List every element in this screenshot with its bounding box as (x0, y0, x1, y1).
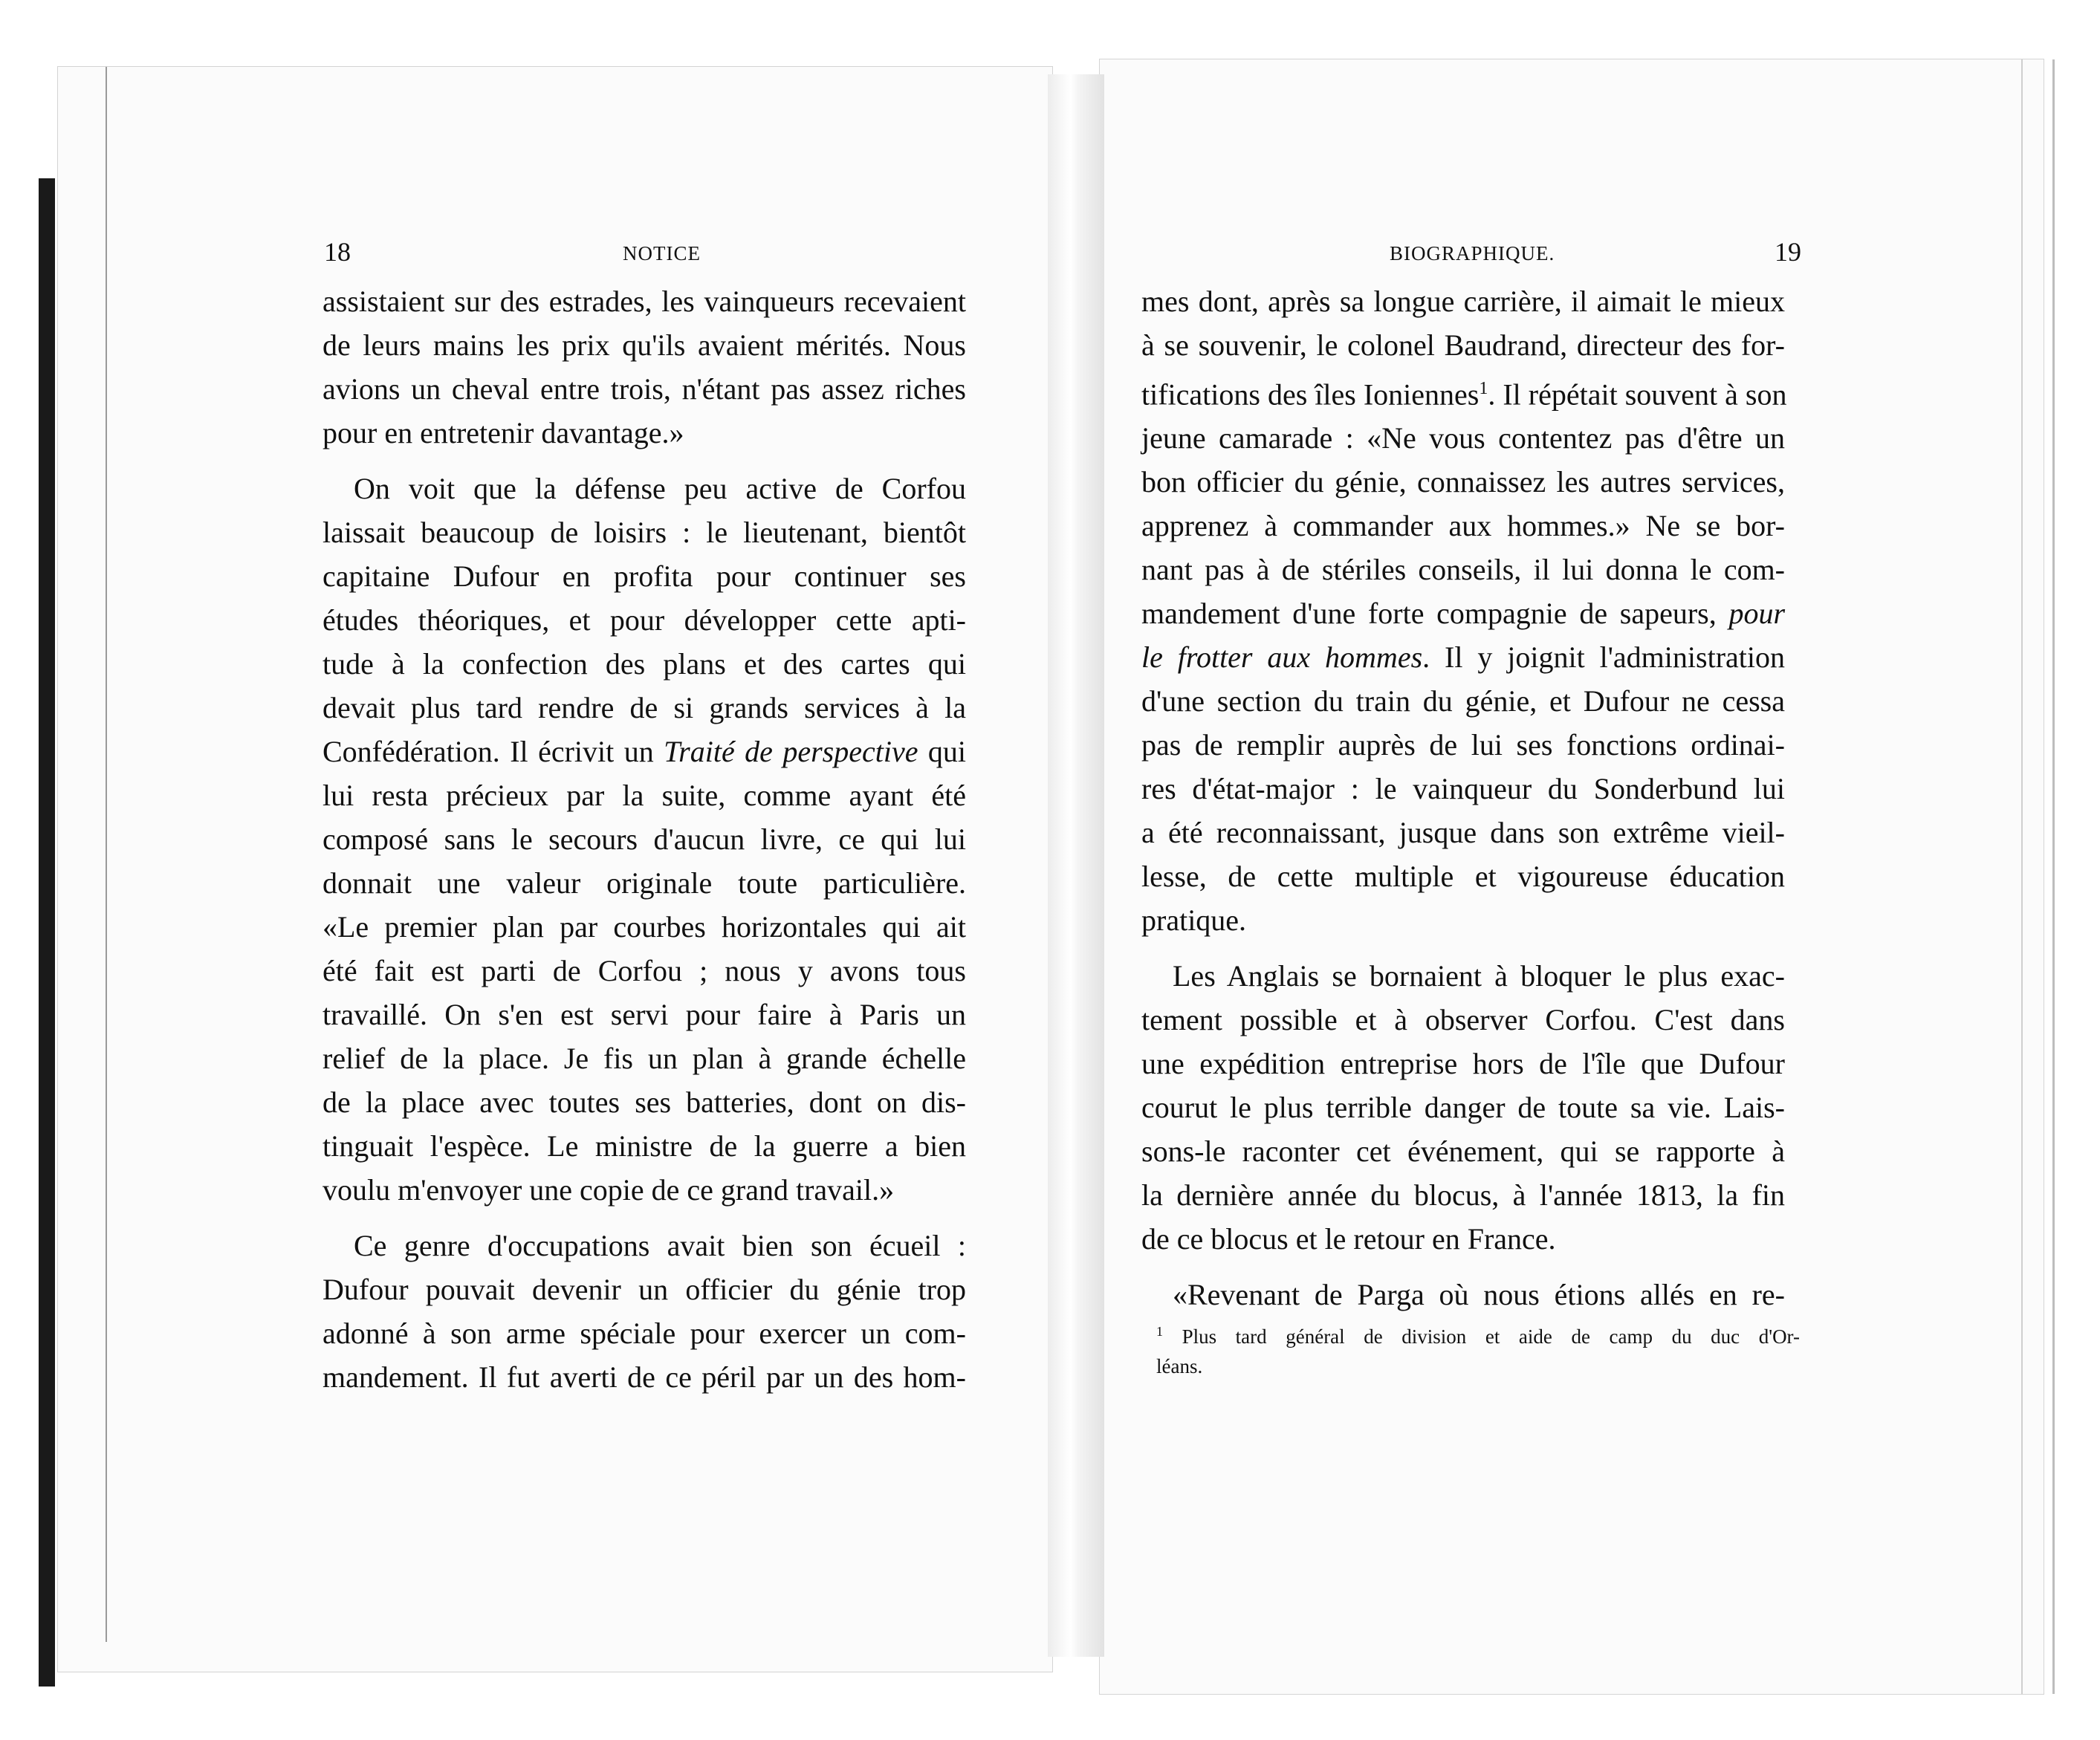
page-stack-edge (2021, 59, 2055, 1694)
right-text-column (1141, 279, 1785, 1317)
right-page-number: 19 (1775, 237, 1801, 267)
text-line: tinguait l'espèce. Le ministre de la guerre a bien (323, 1129, 966, 1163)
text-line: courut le plus terrible danger de toute sa vie. Lais- (1141, 1091, 1785, 1125)
text-line: relief de la place. Je fis un plan à grande échelle (323, 1042, 966, 1075)
italic-title: Traité de perspective (664, 735, 918, 768)
text-line: sons-le raconter cet événement, qui se rapporte à (1141, 1134, 1785, 1169)
footnote-line: léans. (1156, 1355, 1203, 1377)
right-running-head: BIOGRAPHIQUE. (1390, 242, 1555, 264)
text-line: lesse, de cette multiple et vigoureuse éducation (1141, 860, 1785, 894)
page-edge (106, 67, 107, 1642)
text-line: de la place avec toutes ses batteries, dont on dis- (323, 1085, 966, 1119)
text-line: de ce blocus et le retour en France. (1141, 1222, 1556, 1256)
left-running-head: NOTICE (623, 242, 701, 264)
text-line: lui resta précieux par la suite, comme ayant été (323, 779, 966, 812)
text-line: On voit que la défense peu active de Corfou (354, 472, 966, 505)
text-line: mes dont, après sa longue carrière, il aimait le mieux (1141, 285, 1785, 318)
text-line: d'une section du train du génie, et Dufour ne cessa (1141, 684, 1785, 718)
text-line: le frotter aux hommes. Il y joignit l'administration (1141, 640, 1785, 675)
italic-phrase: pour (1728, 597, 1786, 631)
text-line: été fait est parti de Corfou ; nous y avons tous (323, 954, 966, 987)
text-line: apprenez à commander aux hommes.» Ne se bor- (1141, 509, 1785, 543)
text-line: Dufour pouvait devenir un officier du génie trop (323, 1273, 966, 1306)
text-line: laissait beaucoup de loisirs : le lieutenant, bientôt (323, 516, 966, 549)
text-line: tude à la confection des plans et des cartes qui (323, 647, 966, 681)
text-line: bon officier du génie, connaissez les autres services, (1141, 465, 1785, 499)
text-line: la dernière année du blocus, à l'année 1813, la fin (1141, 1178, 1785, 1213)
text-line: Les Anglais se bornaient à bloquer le plus exac- (1173, 959, 1785, 993)
text-line: mandement d'une forte compagnie de sapeurs, pour (1141, 597, 1786, 631)
book-spine (39, 178, 55, 1687)
text-line: donnait une valeur originale toute particulière. (323, 866, 966, 900)
text-line: de leurs mains les prix qu'ils avaient mérités. Nous (323, 328, 966, 362)
text-line: capitaine Dufour en profita pour continuer ses (323, 559, 966, 593)
text-line: assistaient sur des estrades, les vainqueurs recevaient (323, 285, 966, 318)
text-line: Ce genre d'occupations avait bien son écueil : (354, 1229, 966, 1262)
text-line: devait plus tard rendre de si grands services à la (323, 691, 966, 724)
text-line: études théoriques, et pour développer cette apti- (323, 603, 966, 637)
text-line: voulu m'envoyer une copie de ce grand travail.» (323, 1173, 895, 1207)
text-line: tement possible et à observer Corfou. C'est dans (1141, 1003, 1785, 1037)
text-line: pratique. (1141, 903, 1247, 938)
text-line: composé sans le secours d'aucun livre, ce qui lui (323, 822, 966, 856)
text-line: pour en entretenir davantage.» (323, 416, 684, 449)
footnote-line: $^1$ Plus tard général de division et aide de camp du duc d'Or- (1156, 1324, 1801, 1348)
text-line: une expédition entreprise hors de l'île que Dufour (1141, 1047, 1785, 1081)
book-gutter (1048, 74, 1104, 1657)
text-line: a été reconnaissant, jusque dans son extrême vieil- (1141, 816, 1785, 850)
left-page-number: 18 (324, 237, 351, 267)
left-text-column (323, 279, 966, 1399)
italic-phrase: le frotter aux hommes (1141, 640, 1423, 675)
text-line: à se souvenir, le colonel Baudrand, directeur des for- (1141, 328, 1785, 362)
text-line: mandement. Il fut averti de ce péril par un des hom- (323, 1360, 966, 1394)
text-line: Confédération. Il écrivit un Traité de perspective qui (323, 735, 967, 768)
text-line: res d'état-major : le vainqueur du Sonderbund lui (1141, 772, 1785, 806)
footnote-marker: 1 (1156, 1324, 1163, 1339)
footnote (1156, 1317, 1800, 1381)
text-line: pas de remplir auprès de lui ses fonctions ordinai- (1141, 728, 1785, 762)
text-line: nant pas à de stériles conseils, il lui donna le com- (1141, 553, 1785, 587)
text-line: «Le premier plan par courbes horizontales qui ait (323, 910, 966, 944)
text-line: travaillé. On s'en est servi pour faire à Paris un (323, 998, 966, 1031)
text-line: avions un cheval entre trois, n'étant pas assez riches (323, 372, 966, 406)
text-line: «Revenant de Parga où nous étions allés en re- (1173, 1278, 1785, 1312)
text-line: jeune camarade : «Ne vous contentez pas d'être un (1141, 421, 1785, 455)
text-line: tifications des îles Ioniennes$^1$. Il répétait souvent à son (1141, 377, 1787, 412)
footnote-ref: 1 (1479, 379, 1488, 398)
text-line: adonné à son arme spéciale pour exercer un com- (323, 1317, 966, 1350)
